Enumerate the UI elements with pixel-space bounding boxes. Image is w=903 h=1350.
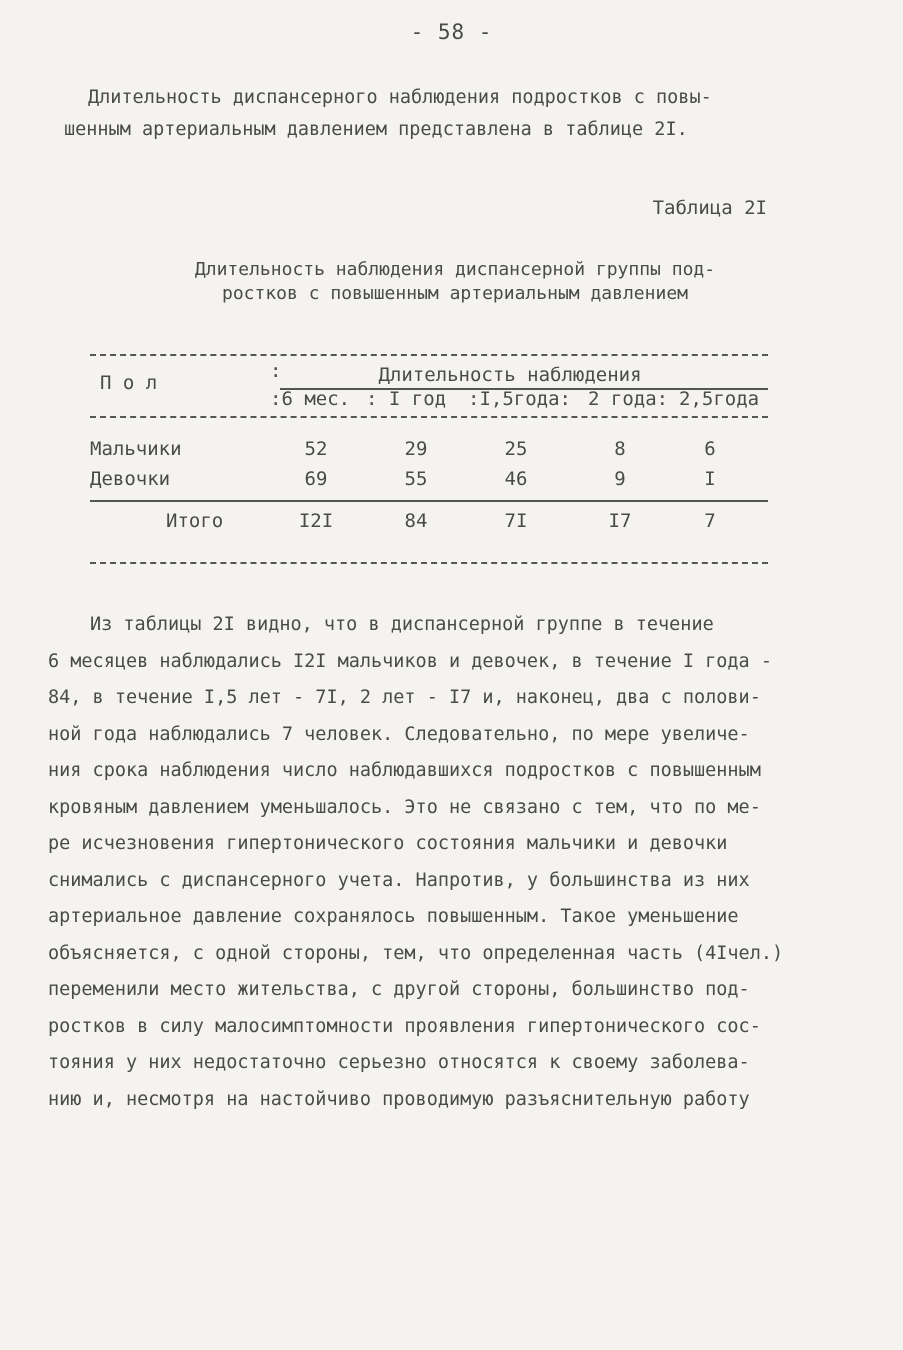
body-line: объясняется, с одной стороны, тем, что определенная часть (4Iчел.) [48,942,784,964]
table-cell: 69 [304,468,328,490]
table-cell: I2I [298,510,334,532]
body-line: кровяным давлением уменьшалось. Это не связано с тем, что по ме- [48,796,761,818]
body-line: нию и, несмотря на настойчиво проводимую разъяснительную работу [48,1088,750,1110]
column-header-1-year: : I год [366,388,447,410]
page-number: - 58 - [410,20,493,44]
table-cell: 84 [404,510,428,532]
table-top-rule [90,354,768,356]
table-cell: 46 [504,468,528,490]
body-paragraph [48,607,848,1118]
body-line: переменили место жительства, с другой стороны, большинство под- [48,979,750,1000]
table-caption-line-2: ростков с повышенным артериальным давлением [222,283,688,304]
table-cell: 7 [704,510,716,532]
intro-paragraph [64,82,848,146]
table-cell: 29 [404,438,428,460]
table-bottom-rule [90,562,768,564]
table-cell: 25 [504,438,528,460]
body-line: снимались с диспансерного учета. Напротив, у большинства из них [48,869,750,891]
body-line: 6 месяцев наблюдались I2I мальчиков и девочек, в течение I года - [48,650,772,672]
table-cell: 55 [404,468,428,490]
column-header-2-years: 2 года: [588,388,669,410]
intro-line-2: шенным артериальным давлением представлена в таблице 2I. [64,119,688,140]
column-header-6-months: :6 мес. [270,388,351,410]
header-duration: Длительность наблюдения [378,364,642,386]
header-colon: : [270,360,282,382]
table-cell: I [704,468,716,490]
body-line: ростков в силу малосимптомности проявления гипертонического сос- [48,1015,761,1037]
body-line: ной года наблюдались 7 человек. Следовательно, по мере увеличе- [48,723,750,745]
header-sex: П о л [100,372,158,394]
column-header-2-5-years: 2,5года [679,388,760,410]
row-label-boys: Мальчики [90,438,182,460]
table-caption [110,258,800,306]
row-label-total: Итого [166,510,224,532]
table-label: Таблица 2I [652,197,767,219]
intro-line-1: Длительность диспансерного наблюдения подростков с повы- [88,87,712,108]
column-header-1-5-years: :I,5года: [468,388,571,410]
table-cell: 8 [614,438,626,460]
table-cell: 52 [304,438,328,460]
body-line: Из таблицы 2I видно, что в диспансерной группе в течение [90,614,714,635]
duration-table [90,340,768,580]
table-cell: 9 [614,468,626,490]
body-line: ре исчезновения гипертонического состояния мальчики и девочки [48,833,728,854]
table-cell: 7I [504,510,528,532]
header-bottom-rule [90,416,768,418]
total-separator-rule [90,500,768,502]
table-cell: 6 [704,438,716,460]
row-label-girls: Девочки [90,468,171,490]
body-line: артериальное давление сохранялось повышенным. Такое уменьшение [48,906,739,927]
body-line: тояния у них недостаточно серьезно относятся к своему заболева- [48,1052,750,1073]
body-line: 84, в течение I,5 лет - 7I, 2 лет - I7 и, наконец, два с полови- [48,687,761,708]
table-caption-line-1: Длительность наблюдения диспансерной группы под- [194,259,716,280]
body-line: ния срока наблюдения число наблюдавшихся подростков с повышенным [48,760,761,781]
table-cell: I7 [608,510,632,532]
